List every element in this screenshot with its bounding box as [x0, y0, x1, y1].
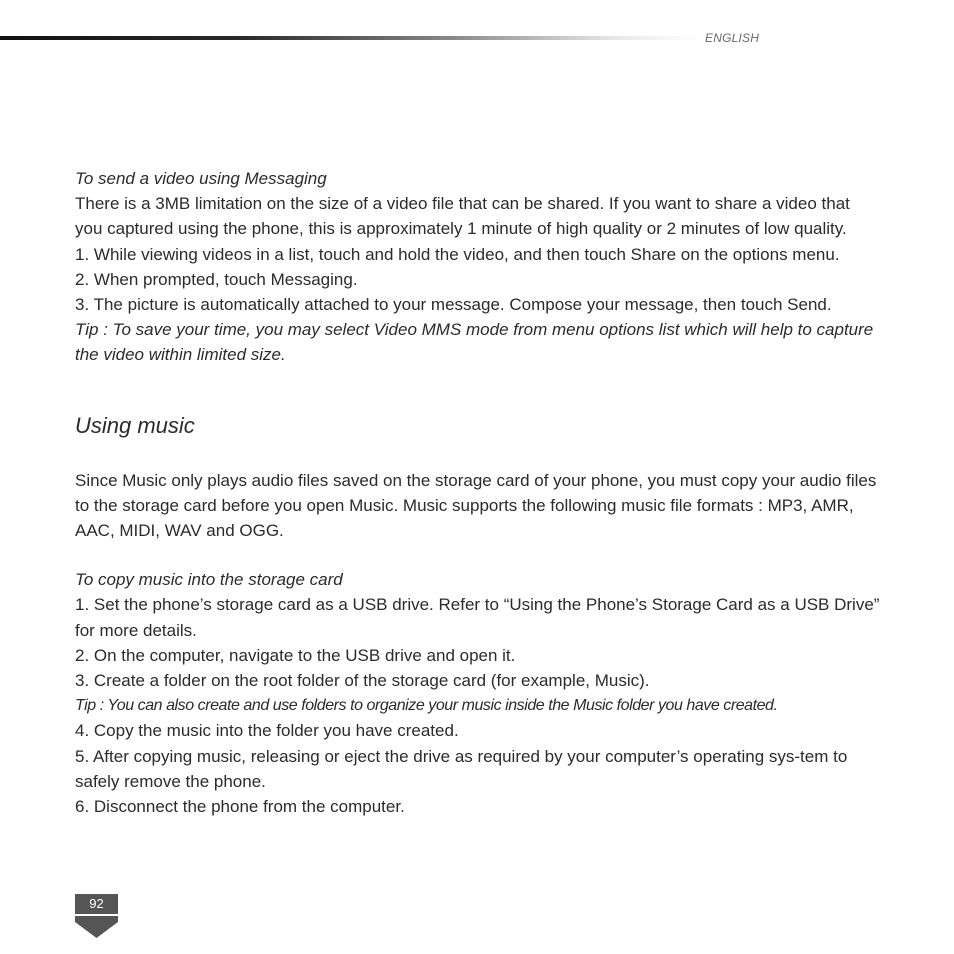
video-tip: Tip : To save your time, you may select Video MMS mode from menu options list which will help to capture the video within limited size. [75, 320, 874, 365]
music-step-3: 3. Create a folder on the root folder of the storage card (for example, Music). [75, 671, 650, 691]
music-step-6: 6. Disconnect the phone from the computer. [75, 797, 405, 817]
page-number: 92 [75, 894, 118, 914]
video-subtitle: To send a video using Messaging [75, 169, 327, 188]
music-step-4: 4. Copy the music into the folder you have created. [75, 721, 459, 741]
video-step-2: 2. When prompted, touch Messaging. [75, 269, 358, 289]
chevron-down-icon [75, 916, 118, 938]
video-intro: There is a 3MB limitation on the size of a video file that can be shared. If you want to share a video that you captured using the phone, this is approximately 1 minute of high quality or 2 minutes of low quality. [75, 194, 850, 239]
video-step-3: 3. The picture is automatically attached to your message. Compose your message, then touch Send. [75, 295, 832, 315]
header-language: ENGLISH [705, 31, 760, 45]
copy-music-subtitle: To copy music into the storage card [75, 570, 343, 590]
music-tip: Tip : You can also create and use folders to organize your music inside the Music folder you have created. [75, 697, 778, 715]
music-step-5: 5. After copying music, releasing or eject the drive as required by your computer’s operating sys-tem to safely remove the phone. [75, 746, 848, 791]
header-rule [0, 36, 700, 40]
music-step-2: 2. On the computer, navigate to the USB drive and open it. [75, 645, 516, 665]
video-step-1: 1. While viewing videos in a list, touch and hold the video, and then touch Share on the options menu. [75, 244, 840, 264]
music-step-1: 1. Set the phone’s storage card as a USB drive. Refer to “Using the Phone’s Storage Card as a USB Drive” for more details. [75, 595, 880, 640]
music-intro: Since Music only plays audio files saved on the storage card of your phone, you must copy your audio files to the storage card before you open Music. Music supports the following music file formats : MP3, AMR, AAC, MIDI, WAV and OGG. [75, 470, 877, 541]
music-heading: Using music [75, 412, 195, 438]
page-number-badge [75, 894, 118, 938]
page-content [75, 166, 880, 819]
